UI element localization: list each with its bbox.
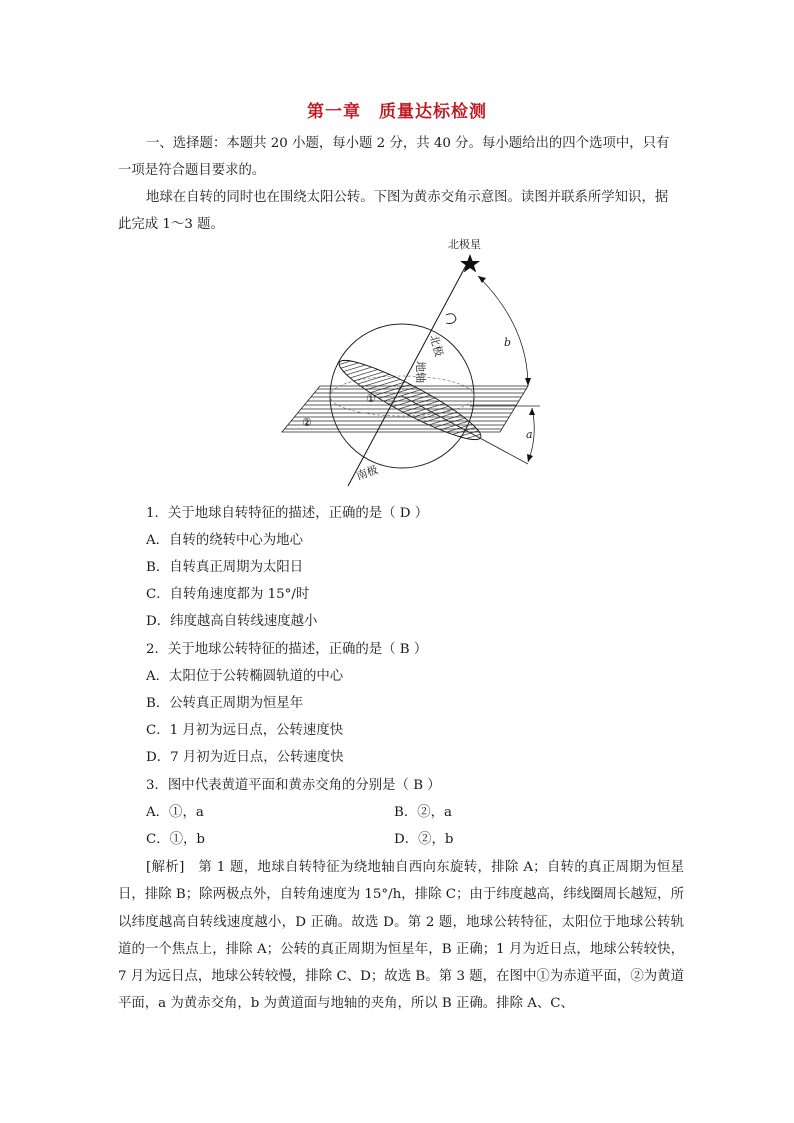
section-intro: 一、选择题：本题共 20 小题，每小题 2 分，共 40 分。每小题给出的四个选项中，只有一项是符合题目要求的。 — [118, 136, 670, 178]
earth-axis-label: 地轴 — [414, 361, 427, 383]
plane-1-label: ① — [366, 392, 376, 405]
plane-2-label: ② — [302, 416, 312, 429]
question-1-option-a: A．自转的绕转中心为地心 — [146, 533, 303, 548]
page-title: 第一章 质量达标检测 — [307, 102, 487, 122]
angle-b-label: b — [504, 336, 512, 349]
north-star-label: 北极星 — [448, 238, 481, 251]
north-star-icon — [460, 254, 480, 273]
question-3-option-d: D．②，b — [394, 832, 454, 847]
analysis-paragraph: [解析] 第 1 题，地球自转特征为绕地轴自西向东旋转，排除 A；自转的真正周期为恒星日，排除 B；除两极点外，自转角速度为 15°/h，排除 C；由于纬度越高，纬线圈周长越短，所以纬度越高自转线速度越小，D 正确。故选 D。第 2 题，地球公转特征，太阳位于地球公转轨道的一个焦点上，排除 A；公转的真正周期为恒星年，B 正确；1 月为近日点，地球公转较快，7 月为远日点，地球公转较慢，排除 C、D；故选 B。第 3 题，在图中①为赤道平面，②为黄道平面，a 为黄赤交角，b 为黄道面与地轴的夹角，所以 B 正确。排除 A、C、 — [118, 860, 684, 1012]
north-pole-label: 北极 — [427, 333, 446, 359]
question-2-option-a: A．太阳位于公转椭圆轨道的中心 — [146, 669, 344, 684]
question-1-stem: 1．关于地球自转特征的描述，正确的是（ D ） — [146, 506, 429, 521]
question-1-option-c: C．自转角速度都为 15°/时 — [146, 587, 310, 602]
question-3-option-a: A．①，a — [146, 805, 204, 820]
question-2-option-b: B．公转真正周期为恒星年 — [146, 696, 304, 711]
question-3-option-b: B．②，a — [394, 805, 452, 820]
angle-a-label: a — [526, 428, 533, 441]
question-1-option-b: B．自转真正周期为太阳日 — [146, 560, 304, 575]
question-2-option-c: C．1 月初为远日点，公转速度快 — [146, 723, 344, 738]
question-3-stem: 3．图中代表黄道平面和黄赤交角的分别是（ B ） — [146, 778, 441, 793]
passage-intro: 地球在自转的同时也在围绕太阳公转。下图为黄赤交角示意图。读图并联系所学知识，据此完成 1～3 题。 — [118, 190, 669, 232]
question-3-option-c: C．①，b — [146, 832, 205, 847]
question-2-stem: 2．关于地球公转特征的描述，正确的是（ B ） — [146, 642, 428, 657]
question-2-option-d: D．7 月初为近日点，公转速度快 — [146, 750, 344, 765]
question-1-option-d: D．纬度越高自转线速度越小 — [146, 614, 318, 629]
south-pole-label: 南极 — [354, 463, 380, 483]
ecliptic-obliquity-figure — [270, 236, 560, 494]
